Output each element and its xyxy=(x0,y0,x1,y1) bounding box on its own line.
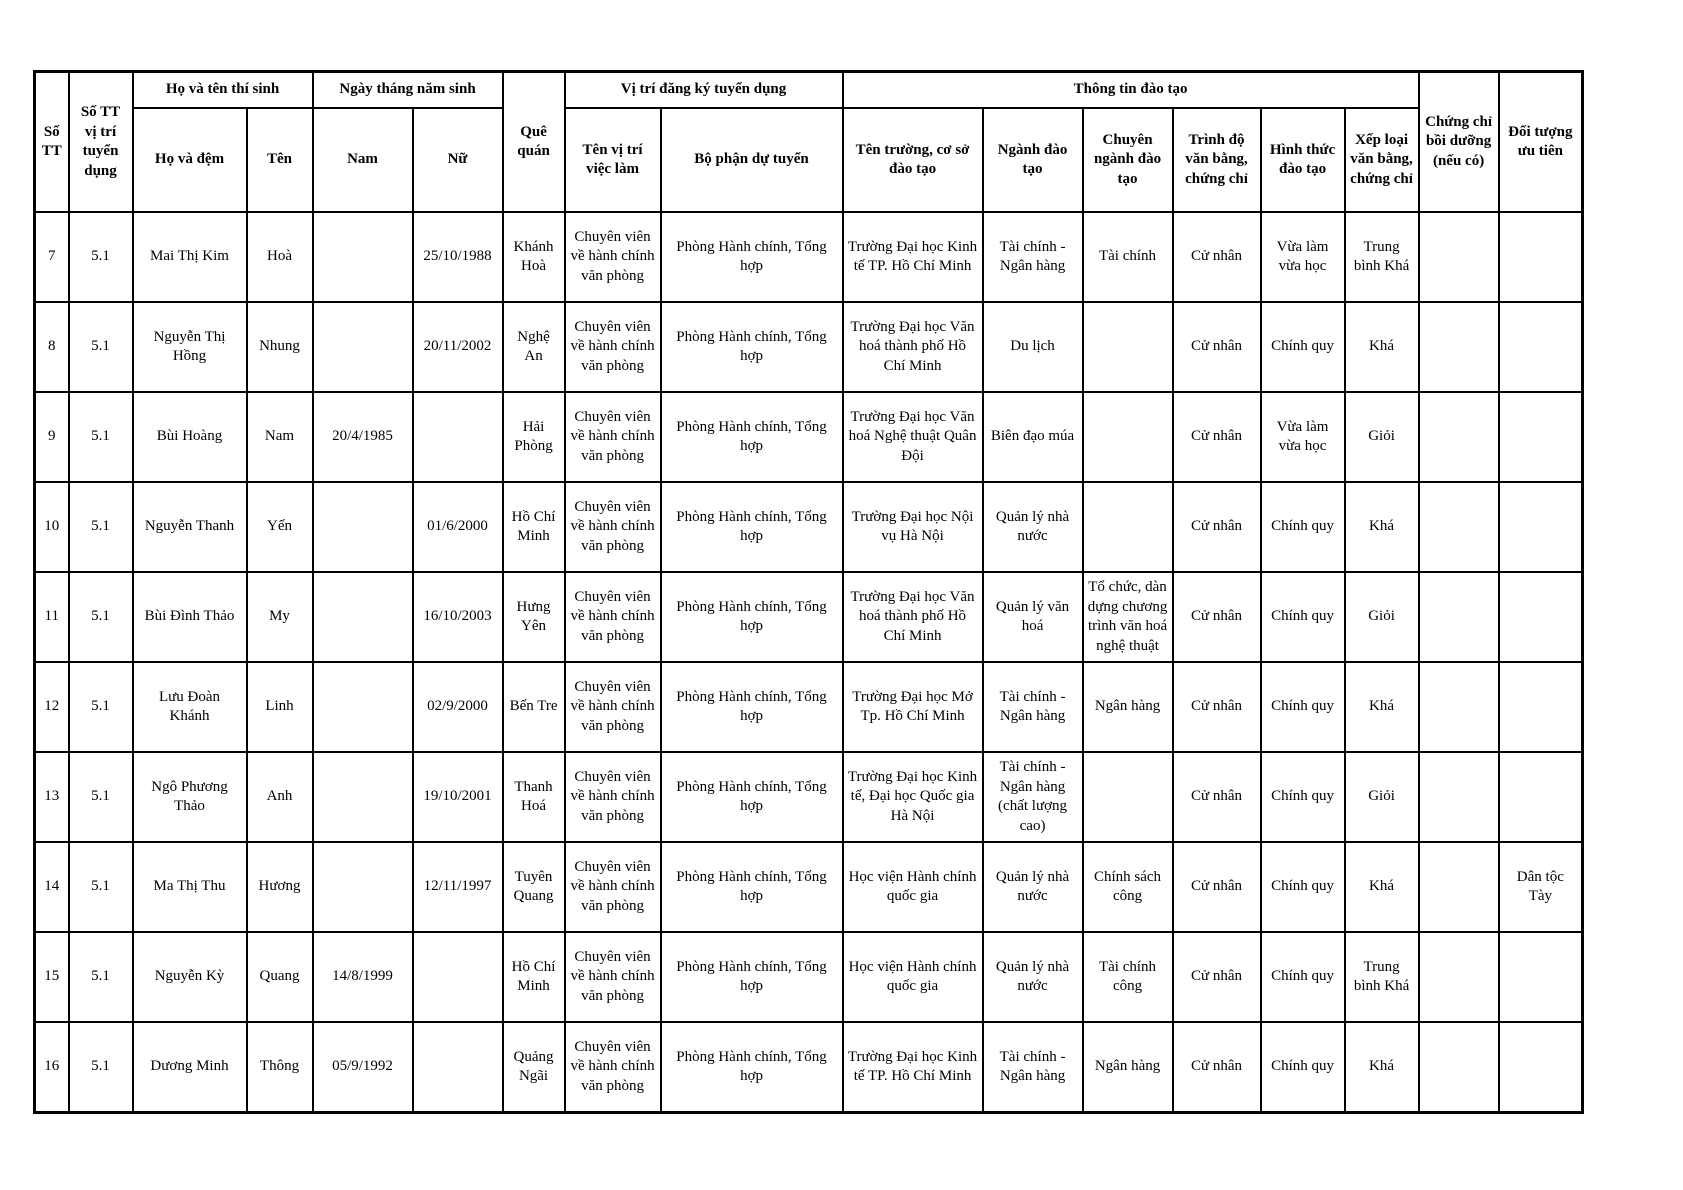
cell-so-tt-vi-tri: 5.1 xyxy=(69,482,133,572)
cell-hinh-thuc: Chính quy xyxy=(1261,572,1345,662)
cell-trinh-do: Cử nhân xyxy=(1173,392,1261,482)
table-row xyxy=(35,1022,1583,1113)
header-nu: Nữ xyxy=(413,108,503,212)
cell-chuyen-nganh: Ngân hàng xyxy=(1083,662,1173,752)
cell-hinh-thuc: Vừa làm vừa học xyxy=(1261,392,1345,482)
cell-chuyen-nganh xyxy=(1083,392,1173,482)
cell-nganh: Quản lý văn hoá xyxy=(983,572,1083,662)
cell-doi-tuong xyxy=(1499,392,1583,482)
cell-trinh-do: Cử nhân xyxy=(1173,482,1261,572)
cell-so-tt: 11 xyxy=(35,572,69,662)
cell-ho-va-dem: Bùi Đình Thảo xyxy=(133,572,247,662)
cell-nganh: Quản lý nhà nước xyxy=(983,842,1083,932)
cell-ten: Quang xyxy=(247,932,313,1022)
cell-bo-phan: Phòng Hành chính, Tổng hợp xyxy=(661,482,843,572)
cell-ten-vi-tri: Chuyên viên về hành chính văn phòng xyxy=(565,212,661,302)
cell-truong: Trường Đại học Kinh tế TP. Hồ Chí Minh xyxy=(843,1022,983,1113)
cell-truong: Trường Đại học Văn hoá thành phố Hồ Chí Minh xyxy=(843,572,983,662)
cell-ten: Hoà xyxy=(247,212,313,302)
cell-doi-tuong xyxy=(1499,212,1583,302)
cell-truong: Trường Đại học Kinh tế, Đại học Quốc gia Hà Nội xyxy=(843,752,983,842)
cell-ten: Nam xyxy=(247,392,313,482)
cell-chuyen-nganh: Chính sách công xyxy=(1083,842,1173,932)
cell-chung-chi xyxy=(1419,1022,1499,1113)
cell-doi-tuong xyxy=(1499,482,1583,572)
cell-so-tt-vi-tri: 5.1 xyxy=(69,1022,133,1113)
cell-ten-vi-tri: Chuyên viên về hành chính văn phòng xyxy=(565,842,661,932)
cell-xep-loai: Khá xyxy=(1345,1022,1419,1113)
cell-chuyen-nganh: Tổ chức, dàn dựng chương trình văn hoá nghệ thuật xyxy=(1083,572,1173,662)
cell-que-quan: Thanh Hoá xyxy=(503,752,565,842)
cell-bo-phan: Phòng Hành chính, Tổng hợp xyxy=(661,662,843,752)
cell-ten: Hương xyxy=(247,842,313,932)
cell-chung-chi xyxy=(1419,212,1499,302)
cell-bo-phan: Phòng Hành chính, Tổng hợp xyxy=(661,842,843,932)
header-hinh-thuc: Hình thức đào tạo xyxy=(1261,108,1345,212)
cell-so-tt-vi-tri: 5.1 xyxy=(69,212,133,302)
cell-que-quan: Hải Phòng xyxy=(503,392,565,482)
cell-bo-phan: Phòng Hành chính, Tổng hợp xyxy=(661,392,843,482)
cell-doi-tuong xyxy=(1499,752,1583,842)
cell-hinh-thuc: Chính quy xyxy=(1261,302,1345,392)
cell-ten-vi-tri: Chuyên viên về hành chính văn phòng xyxy=(565,392,661,482)
cell-nganh: Tài chính - Ngân hàng xyxy=(983,1022,1083,1113)
table-header xyxy=(35,72,1583,213)
header-so-tt-vi-tri: Số TT vị trí tuyển dụng xyxy=(69,72,133,213)
cell-que-quan: Hồ Chí Minh xyxy=(503,482,565,572)
cell-so-tt: 15 xyxy=(35,932,69,1022)
cell-ten-vi-tri: Chuyên viên về hành chính văn phòng xyxy=(565,662,661,752)
cell-ten: Thông xyxy=(247,1022,313,1113)
cell-nganh: Tài chính - Ngân hàng xyxy=(983,662,1083,752)
cell-truong: Trường Đại học Kinh tế TP. Hồ Chí Minh xyxy=(843,212,983,302)
cell-ten: Nhung xyxy=(247,302,313,392)
cell-ho-va-dem: Dương Minh xyxy=(133,1022,247,1113)
cell-bo-phan: Phòng Hành chính, Tổng hợp xyxy=(661,212,843,302)
cell-trinh-do: Cử nhân xyxy=(1173,212,1261,302)
cell-chung-chi xyxy=(1419,662,1499,752)
cell-que-quan: Tuyên Quang xyxy=(503,842,565,932)
table-row xyxy=(35,302,1583,392)
header-ho-va-dem: Họ và đệm xyxy=(133,108,247,212)
cell-trinh-do: Cử nhân xyxy=(1173,302,1261,392)
cell-truong: Học viện Hành chính quốc gia xyxy=(843,932,983,1022)
cell-nam xyxy=(313,842,413,932)
table-row xyxy=(35,212,1583,302)
cell-ten: Anh xyxy=(247,752,313,842)
cell-que-quan: Hồ Chí Minh xyxy=(503,932,565,1022)
header-doi-tuong: Đối tượng ưu tiên xyxy=(1499,72,1583,213)
cell-so-tt-vi-tri: 5.1 xyxy=(69,662,133,752)
cell-bo-phan: Phòng Hành chính, Tổng hợp xyxy=(661,1022,843,1113)
cell-nu: 16/10/2003 xyxy=(413,572,503,662)
header-group-ho-ten: Họ và tên thí sinh xyxy=(133,72,313,109)
cell-so-tt-vi-tri: 5.1 xyxy=(69,302,133,392)
cell-truong: Học viện Hành chính quốc gia xyxy=(843,842,983,932)
cell-ho-va-dem: Mai Thị Kim xyxy=(133,212,247,302)
cell-truong: Trường Đại học Văn hoá Nghệ thuật Quân Đội xyxy=(843,392,983,482)
cell-bo-phan: Phòng Hành chính, Tổng hợp xyxy=(661,752,843,842)
table-row xyxy=(35,392,1583,482)
cell-chung-chi xyxy=(1419,842,1499,932)
table-row xyxy=(35,572,1583,662)
header-ten-vi-tri: Tên vị trí việc làm xyxy=(565,108,661,212)
cell-chung-chi xyxy=(1419,392,1499,482)
cell-ten-vi-tri: Chuyên viên về hành chính văn phòng xyxy=(565,1022,661,1113)
cell-truong: Trường Đại học Văn hoá thành phố Hồ Chí Minh xyxy=(843,302,983,392)
cell-que-quan: Quảng Ngãi xyxy=(503,1022,565,1113)
cell-xep-loai: Khá xyxy=(1345,662,1419,752)
cell-nganh: Quản lý nhà nước xyxy=(983,482,1083,572)
table-row xyxy=(35,482,1583,572)
table-row xyxy=(35,842,1583,932)
header-group-thong-tin-dao-tao: Thông tin đào tạo xyxy=(843,72,1419,109)
cell-hinh-thuc: Chính quy xyxy=(1261,842,1345,932)
cell-ten-vi-tri: Chuyên viên về hành chính văn phòng xyxy=(565,482,661,572)
cell-truong: Trường Đại học Mở Tp. Hồ Chí Minh xyxy=(843,662,983,752)
cell-trinh-do: Cử nhân xyxy=(1173,1022,1261,1113)
cell-ho-va-dem: Ngô Phương Thảo xyxy=(133,752,247,842)
header-que-quan: Quê quán xyxy=(503,72,565,213)
cell-ho-va-dem: Nguyễn Kỳ xyxy=(133,932,247,1022)
cell-nu: 20/11/2002 xyxy=(413,302,503,392)
header-nam: Nam xyxy=(313,108,413,212)
cell-so-tt-vi-tri: 5.1 xyxy=(69,392,133,482)
cell-chuyen-nganh: Tài chính xyxy=(1083,212,1173,302)
cell-so-tt: 7 xyxy=(35,212,69,302)
cell-chung-chi xyxy=(1419,572,1499,662)
cell-ten-vi-tri: Chuyên viên về hành chính văn phòng xyxy=(565,572,661,662)
cell-ten: Yến xyxy=(247,482,313,572)
cell-hinh-thuc: Chính quy xyxy=(1261,662,1345,752)
cell-chuyen-nganh xyxy=(1083,752,1173,842)
cell-nam xyxy=(313,212,413,302)
cell-nam: 05/9/1992 xyxy=(313,1022,413,1113)
cell-nam: 14/8/1999 xyxy=(313,932,413,1022)
cell-nganh: Du lịch xyxy=(983,302,1083,392)
cell-so-tt-vi-tri: 5.1 xyxy=(69,932,133,1022)
header-trinh-do: Trình độ văn bằng, chứng chỉ xyxy=(1173,108,1261,212)
header-nganh: Ngành đào tạo xyxy=(983,108,1083,212)
cell-xep-loai: Giỏi xyxy=(1345,752,1419,842)
header-chuyen-nganh: Chuyên ngành đào tạo xyxy=(1083,108,1173,212)
cell-xep-loai: Khá xyxy=(1345,842,1419,932)
cell-doi-tuong xyxy=(1499,662,1583,752)
cell-ten: Linh xyxy=(247,662,313,752)
cell-que-quan: Hưng Yên xyxy=(503,572,565,662)
cell-so-tt: 8 xyxy=(35,302,69,392)
cell-hinh-thuc: Chính quy xyxy=(1261,482,1345,572)
cell-so-tt-vi-tri: 5.1 xyxy=(69,572,133,662)
cell-so-tt: 9 xyxy=(35,392,69,482)
cell-nam xyxy=(313,482,413,572)
header-xep-loai: Xếp loại văn bằng, chứng chỉ xyxy=(1345,108,1419,212)
cell-nganh: Quản lý nhà nước xyxy=(983,932,1083,1022)
cell-truong: Trường Đại học Nội vụ Hà Nội xyxy=(843,482,983,572)
cell-trinh-do: Cử nhân xyxy=(1173,572,1261,662)
cell-chung-chi xyxy=(1419,302,1499,392)
cell-hinh-thuc: Vừa làm vừa học xyxy=(1261,212,1345,302)
cell-so-tt: 13 xyxy=(35,752,69,842)
cell-chuyen-nganh: Ngân hàng xyxy=(1083,1022,1173,1113)
cell-nam: 20/4/1985 xyxy=(313,392,413,482)
header-ten: Tên xyxy=(247,108,313,212)
cell-nu: 02/9/2000 xyxy=(413,662,503,752)
cell-so-tt-vi-tri: 5.1 xyxy=(69,842,133,932)
cell-nu: 19/10/2001 xyxy=(413,752,503,842)
cell-bo-phan: Phòng Hành chính, Tổng hợp xyxy=(661,932,843,1022)
cell-nam xyxy=(313,662,413,752)
cell-nu: 25/10/1988 xyxy=(413,212,503,302)
cell-doi-tuong: Dân tộc Tày xyxy=(1499,842,1583,932)
cell-trinh-do: Cử nhân xyxy=(1173,752,1261,842)
cell-chung-chi xyxy=(1419,752,1499,842)
header-bo-phan: Bộ phận dự tuyển xyxy=(661,108,843,212)
cell-hinh-thuc: Chính quy xyxy=(1261,1022,1345,1113)
cell-ho-va-dem: Nguyễn Thị Hồng xyxy=(133,302,247,392)
cell-hinh-thuc: Chính quy xyxy=(1261,932,1345,1022)
cell-ten-vi-tri: Chuyên viên về hành chính văn phòng xyxy=(565,302,661,392)
cell-nam xyxy=(313,752,413,842)
cell-ten-vi-tri: Chuyên viên về hành chính văn phòng xyxy=(565,932,661,1022)
cell-xep-loai: Giỏi xyxy=(1345,572,1419,662)
cell-bo-phan: Phòng Hành chính, Tổng hợp xyxy=(661,572,843,662)
cell-doi-tuong xyxy=(1499,932,1583,1022)
cell-so-tt: 12 xyxy=(35,662,69,752)
cell-doi-tuong xyxy=(1499,572,1583,662)
cell-chuyen-nganh xyxy=(1083,482,1173,572)
cell-chung-chi xyxy=(1419,932,1499,1022)
cell-doi-tuong xyxy=(1499,1022,1583,1113)
cell-ho-va-dem: Bùi Hoàng xyxy=(133,392,247,482)
header-so-tt: Số TT xyxy=(35,72,69,213)
cell-nganh: Tài chính - Ngân hàng (chất lượng cao) xyxy=(983,752,1083,842)
cell-trinh-do: Cử nhân xyxy=(1173,842,1261,932)
cell-trinh-do: Cử nhân xyxy=(1173,932,1261,1022)
cell-xep-loai: Trung bình Khá xyxy=(1345,932,1419,1022)
header-group-ngay-sinh: Ngày tháng năm sinh xyxy=(313,72,503,109)
cell-que-quan: Nghệ An xyxy=(503,302,565,392)
header-group-vi-tri: Vị trí đăng ký tuyển dụng xyxy=(565,72,843,109)
header-truong: Tên trường, cơ sở đào tạo xyxy=(843,108,983,212)
table-row xyxy=(35,932,1583,1022)
cell-nu xyxy=(413,932,503,1022)
table-row xyxy=(35,752,1583,842)
cell-ho-va-dem: Ma Thị Thu xyxy=(133,842,247,932)
cell-xep-loai: Khá xyxy=(1345,302,1419,392)
cell-ho-va-dem: Lưu Đoàn Khánh xyxy=(133,662,247,752)
cell-nganh: Biên đạo múa xyxy=(983,392,1083,482)
cell-hinh-thuc: Chính quy xyxy=(1261,752,1345,842)
cell-so-tt-vi-tri: 5.1 xyxy=(69,752,133,842)
cell-bo-phan: Phòng Hành chính, Tổng hợp xyxy=(661,302,843,392)
cell-chung-chi xyxy=(1419,482,1499,572)
cell-chuyen-nganh: Tài chính công xyxy=(1083,932,1173,1022)
cell-trinh-do: Cử nhân xyxy=(1173,662,1261,752)
table-row xyxy=(35,662,1583,752)
cell-xep-loai: Khá xyxy=(1345,482,1419,572)
cell-ten: My xyxy=(247,572,313,662)
cell-nu: 01/6/2000 xyxy=(413,482,503,572)
cell-xep-loai: Trung bình Khá xyxy=(1345,212,1419,302)
candidate-table xyxy=(33,70,1584,1114)
table-body xyxy=(35,212,1583,1113)
cell-nam xyxy=(313,302,413,392)
cell-ten-vi-tri: Chuyên viên về hành chính văn phòng xyxy=(565,752,661,842)
cell-nu xyxy=(413,392,503,482)
cell-doi-tuong xyxy=(1499,302,1583,392)
cell-que-quan: Khánh Hoà xyxy=(503,212,565,302)
cell-que-quan: Bến Tre xyxy=(503,662,565,752)
cell-so-tt: 10 xyxy=(35,482,69,572)
cell-nganh: Tài chính - Ngân hàng xyxy=(983,212,1083,302)
cell-nu xyxy=(413,1022,503,1113)
cell-so-tt: 16 xyxy=(35,1022,69,1113)
cell-nam xyxy=(313,572,413,662)
cell-so-tt: 14 xyxy=(35,842,69,932)
cell-xep-loai: Giỏi xyxy=(1345,392,1419,482)
cell-nu: 12/11/1997 xyxy=(413,842,503,932)
cell-chuyen-nganh xyxy=(1083,302,1173,392)
header-chung-chi: Chứng chỉ bồi dưỡng (nếu có) xyxy=(1419,72,1499,213)
cell-ho-va-dem: Nguyễn Thanh xyxy=(133,482,247,572)
